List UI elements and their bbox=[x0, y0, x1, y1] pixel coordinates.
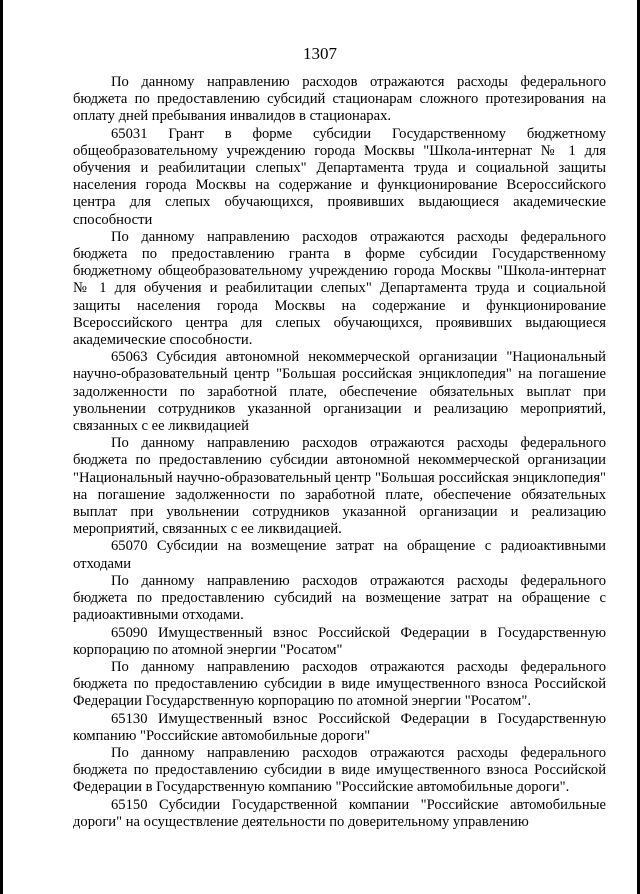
paragraph: По данному направлению расходов отражаются расходы федерального бюджета по предоставлению гранта в форме субсидии Государственному бюджетному общеобразовательному учреждению города Москвы "Школа-интернат № 1 для обучения и реабилитации слепых" Департамента труда и социальной защиты населения города Москвы на содержание и функционирование Всероссийского центра для слепых обучающихся, проявивших выдающиеся академические способности. bbox=[73, 228, 606, 349]
document-body bbox=[73, 74, 606, 831]
paragraph: 65031 Грант в форме субсидии Государственному бюджетному общеобразовательному учреждению города Москвы "Школа-интернат № 1 для обучения и реабилитации слепых" Департамента труда и социальной защиты населения города Москвы на содержание и функционирование Всероссийского центра для слепых обучающихся, проявивших выдающиеся академические способности bbox=[73, 125, 606, 228]
paragraph: 65090 Имущественный взнос Российской Федерации в Государственную корпорацию по атомной энергии "Росатом" bbox=[73, 624, 606, 658]
paragraph: 65150 Субсидии Государственной компании "Российские автомобильные дороги" на осуществление деятельности по доверительному управлению bbox=[73, 796, 606, 830]
paragraph: 65130 Имущественный взнос Российской Федерации в Государственную компанию "Российские автомобильные дороги" bbox=[73, 710, 606, 744]
paragraph: 65070 Субсидии на возмещение затрат на обращение с радиоактивными отходами bbox=[73, 538, 606, 572]
paragraph: По данному направлению расходов отражаются расходы федерального бюджета по предоставлению субсидии в виде имущественного взноса Российской Федерации в Государственную компанию "Российские автомобильные дороги". bbox=[73, 744, 606, 796]
paragraph: 65063 Субсидия автономной некоммерческой организации "Национальный научно-образовательный центр "Большая российская энциклопедия" на погашение задолженности по заработной плате, обеспечение обязательных выплат при увольнении сотрудников указанной организации и реализацию мероприятий, связанных с ее ликвидацией bbox=[73, 349, 606, 435]
paragraph: По данному направлению расходов отражаются расходы федерального бюджета по предоставлению субсидии автономной некоммерческой организации "Национальный научно-образовательный центр "Большая российская энциклопедия" на погашение задолженности по заработной плате, обеспечение обязательных выплат при увольнении сотрудников указанной организации и реализацию мероприятий, связанных с ее ликвидацией. bbox=[73, 435, 606, 538]
paragraph: По данному направлению расходов отражаются расходы федерального бюджета по предоставлению субсидии в виде имущественного взноса Российской Федерации Государственную корпорацию по атомной энергии "Росатом". bbox=[73, 658, 606, 710]
page-number: 1307 bbox=[303, 44, 337, 63]
paragraph: По данному направлению расходов отражаются расходы федерального бюджета по предоставлению субсидий на возмещение затрат на обращение с радиоактивными отходами. bbox=[73, 572, 606, 624]
paragraph: По данному направлению расходов отражаются расходы федерального бюджета по предоставлению субсидий стационарам сложного протезирования на оплату дней пребывания инвалидов в стационарах. bbox=[73, 74, 606, 125]
